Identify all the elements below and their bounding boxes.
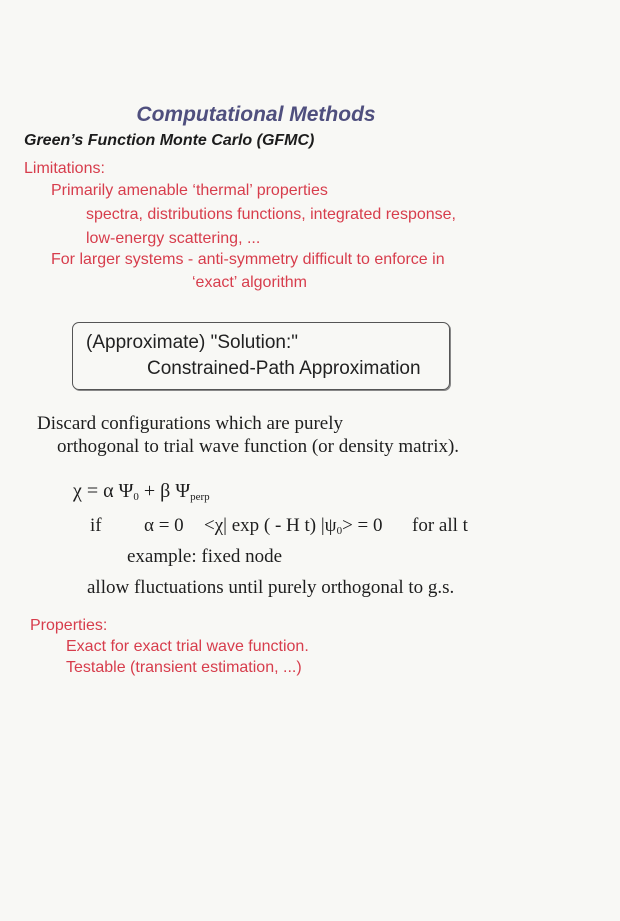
properties-line-1: Exact for exact trial wave function. xyxy=(66,638,309,655)
chi-equation: χ = α $\Psi_0 + \beta$ $\Psi_{perp}$ xyxy=(73,480,210,503)
limitations-line-4: For larger systems - anti-symmetry difficult to enforce in xyxy=(51,251,445,268)
if-word: if xyxy=(90,515,102,536)
limitations-line-2: spectra, distributions functions, integrated response, xyxy=(86,206,456,223)
expectation-expression: <χ| exp ( - H t) $|\psi_0> = 0$ xyxy=(204,515,383,537)
alpha-condition: α = 0 xyxy=(144,515,184,536)
properties-line-2: Testable (transient estimation, ...) xyxy=(66,659,302,676)
limitations-line-3: low-energy scattering, ... xyxy=(86,230,261,247)
limitations-line-1: Primarily amenable ‘thermal’ properties xyxy=(51,182,328,199)
for-all-t: for all t xyxy=(412,515,468,536)
properties-heading: Properties: xyxy=(30,617,108,634)
limitations-heading: Limitations: xyxy=(24,160,105,177)
example-line: example: fixed node xyxy=(127,546,283,567)
slide-subtitle: Green’s Function Monte Carlo (GFMC) xyxy=(24,132,315,149)
solution-box-line-1: (Approximate) "Solution:" xyxy=(86,332,299,353)
limitations-line-5: ‘exact’ algorithm xyxy=(192,274,308,291)
solution-box xyxy=(72,322,450,390)
solution-box-line-2: Constrained-Path Approximation xyxy=(147,358,421,379)
body-line-2: orthogonal to trial wave function (or density matrix). xyxy=(57,436,460,457)
body-line-1: Discard configurations which are purely xyxy=(37,413,344,434)
slide-title: Computational Methods xyxy=(136,103,376,126)
allow-line: allow fluctuations until purely orthogonal to g.s. xyxy=(87,577,455,598)
